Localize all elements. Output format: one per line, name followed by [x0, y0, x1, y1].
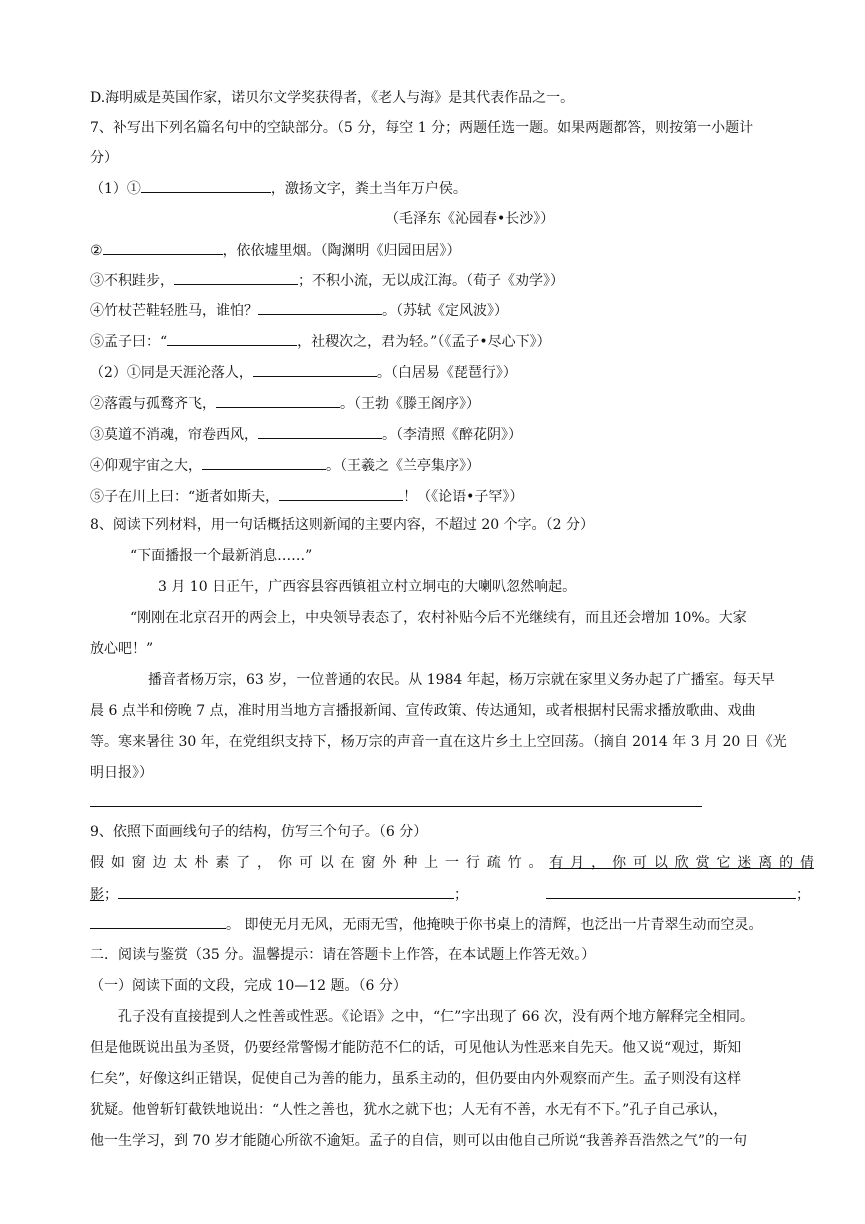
q9-title: 9、依照下面画线句子的结构，仿写三个句子。（6 分） [90, 824, 428, 840]
q7-g2-item5-blank[interactable] [279, 486, 403, 501]
q7-g1-item1-blank[interactable] [141, 178, 271, 193]
passage-line4: 犹疑。他曾斩钉截铁地说出：“人性之善也，犹水之就下也；人无有不善，水无有不下。”孔子自己承认， [90, 1102, 728, 1118]
q7-g1-item3-blank[interactable] [174, 270, 298, 285]
q9-line3-post: 。 即使无月无风，无雨无雪，他掩映于你书桌上的清辉，也泛出一片青翠生动而空灵。 [226, 917, 763, 933]
q9-line1-underlined: 有月，你可以欣赏它迷离的倩 [549, 855, 815, 871]
q7-g1-item3-post: ；不积小流，无以成江海。（荀子《劝学》） [298, 273, 564, 289]
q7-g1-item4-post: 。（苏轼《定风波》） [382, 303, 508, 319]
q7-g1-item4 [90, 300, 508, 321]
q7-g2-item5-post: ！（《论语•子罕》） [403, 489, 524, 505]
q8-para4-line3: 等。寒来暑往 30 年，在党组织支持下，杨万宗的声音一直在这片乡土上空回荡。（摘自 2014 年 3 月 20 日《光 [90, 734, 787, 750]
q9-line2: 影； ； ； [90, 884, 810, 905]
section2-title: 二．阅读与鉴赏（35 分。温馨提示：请在答题卡上作答，在本试题上作答无效。） [90, 947, 596, 963]
q8-para2: 3 月 10 日正午，广西容县容西镇祖立村立垌屯的大喇叭忽然响起。 [158, 579, 577, 595]
q7-g2-item3 [90, 424, 522, 445]
q7-g1-item5-pre: ⑤孟子曰：“ [90, 334, 168, 350]
q8-para4-line4: 明日报》） [90, 765, 153, 781]
passage-line1: 孔子没有直接提到人之性善或性恶。《论语》之中，“仁”字出现了 66 次，没有两个地方解释完全相同。 [118, 1009, 755, 1025]
q7-g2-item1-blank[interactable] [253, 362, 377, 377]
q7-g2-item3-blank[interactable] [258, 424, 382, 439]
q8-para1: “下面播报一个最新消息……” [130, 548, 313, 564]
q7-g1-item3-pre: ③不积跬步， [90, 273, 174, 289]
q7-g1-item1-pre: （1）① [90, 181, 141, 197]
q7-g1-item5-blank[interactable] [167, 331, 297, 346]
q7-g1-item2-pre: ② [90, 243, 103, 259]
passage-line3: 仁矣”，好像这纠正错误，促使自己为善的能力，虽系主动的，但仍要由内外观察而产生。孟子则没有这样 [90, 1071, 742, 1087]
q7-g2-item2-post: 。（王勃《滕王阁序》） [340, 396, 480, 412]
q9-line1 [90, 853, 814, 873]
q7-g2-item2-blank[interactable] [216, 393, 340, 408]
q7-g2-item5 [90, 486, 523, 507]
q7-g1-item1 [90, 178, 467, 199]
q7-g1-item5-post: ，社稷次之，君为轻。”（《孟子•尽心下》） [297, 334, 551, 350]
q7-g1-item4-pre: ④竹杖芒鞋轻胜马，谁怕？ [90, 303, 258, 319]
q7-g1-item2 [90, 240, 461, 261]
q7-g2-item1-post: 。（白居易《琵琶行》） [376, 365, 517, 381]
q7-title-line1: 7、补写出下列名篇名句中的空缺部分。（5 分，每空 1 分；两题任选一题。如果两题都答，则按第一小题计 [90, 120, 754, 136]
q6-option-d: D.海明威是英国作家，诺贝尔文学奖获得者，《老人与海》是其代表作品之一。 [90, 90, 575, 106]
q7-g2-item4 [90, 455, 480, 476]
q7-g1-item4-blank[interactable] [258, 300, 382, 315]
q7-g2-item1-pre: （2）①同是天涯沦落人， [90, 365, 253, 381]
q7-g2-item4-blank[interactable] [202, 455, 326, 470]
q7-g1-item1-source: （毛泽东《沁园春•长沙》） [385, 211, 555, 227]
q9-line3 [90, 914, 762, 935]
q9-sep2: ； [796, 887, 810, 903]
q7-g1-item3 [90, 270, 564, 291]
q7-g2-item5-pre: ⑤子在川上曰：“逝者如斯夫， [90, 489, 280, 505]
q7-g2-item4-pre: ④仰观宇宙之大， [90, 458, 202, 474]
q7-g2-item1 [90, 362, 517, 383]
q7-g1-item2-post: ，依依墟里烟。（陶渊明《归园田居》） [222, 243, 461, 259]
q7-g2-item2-pre: ②落霞与孤鹜齐飞， [90, 396, 216, 412]
q9-line1-plain: 假如窗边太朴素了，你可以在窗外种上一行疏竹。 [90, 855, 550, 871]
q8-para3-line2: 放心吧！” [90, 641, 154, 657]
q9-sep1: ； [454, 887, 468, 903]
q7-g2-item3-post: 。（李清照《醉花阴》） [382, 427, 522, 443]
q7-g1-item5 [90, 331, 551, 352]
passage-line5: 他一生学习，到 70 岁才能随心所欲不逾矩。孟子的自信，则可以由他自己所说“我善养吾浩然之气”的一句 [90, 1133, 748, 1149]
q9-blank3[interactable] [90, 914, 226, 929]
q8-answer-line[interactable] [90, 806, 702, 807]
q7-g1-item1-post: ，激扬文字，粪土当年万户侯。 [270, 181, 467, 197]
q8-para4-line2: 晨 6 点半和傍晚 7 点，准时用当地方言播报新闻、宣传政策、传达通知，或者根据村民需求播放歌曲、戏曲 [90, 703, 756, 719]
section2-sub: （一）阅读下面的文段，完成 10—12 题。（6 分） [90, 978, 407, 994]
passage-line2: 但是他既说出虽为圣贤，仍要经常警惕才能防范不仁的话，可见他认为性恶来自先天。他又说“观过，斯知 [90, 1040, 742, 1056]
q7-title-line2: 分） [90, 150, 118, 166]
q7-g1-item2-blank[interactable] [103, 240, 223, 255]
q9-blank1[interactable] [118, 884, 454, 899]
q8-title: 8、阅读下列材料，用一句话概括这则新闻的主要内容，不超过 20 个字。（2 分） [90, 517, 594, 533]
q9-blank2[interactable] [546, 884, 796, 899]
q7-g2-item3-pre: ③莫道不消魂，帘卷西风， [90, 427, 258, 443]
q9-line2-underlined: 影 [90, 887, 104, 903]
q8-para3-line1: “刚刚在北京召开的两会上，中央领导表态了，农村补贴今后不光继续有，而且还会增加 10%。大家 [130, 610, 747, 626]
q7-g2-item2 [90, 393, 480, 414]
q7-g2-item4-post: 。（王羲之《兰亭集序》） [326, 458, 480, 474]
q8-para4-line1: 播音者杨万宗，63 岁，一位普通的农民。从 1984 年起，杨万宗就在家里义务办起了广播室。每天早 [148, 672, 775, 688]
